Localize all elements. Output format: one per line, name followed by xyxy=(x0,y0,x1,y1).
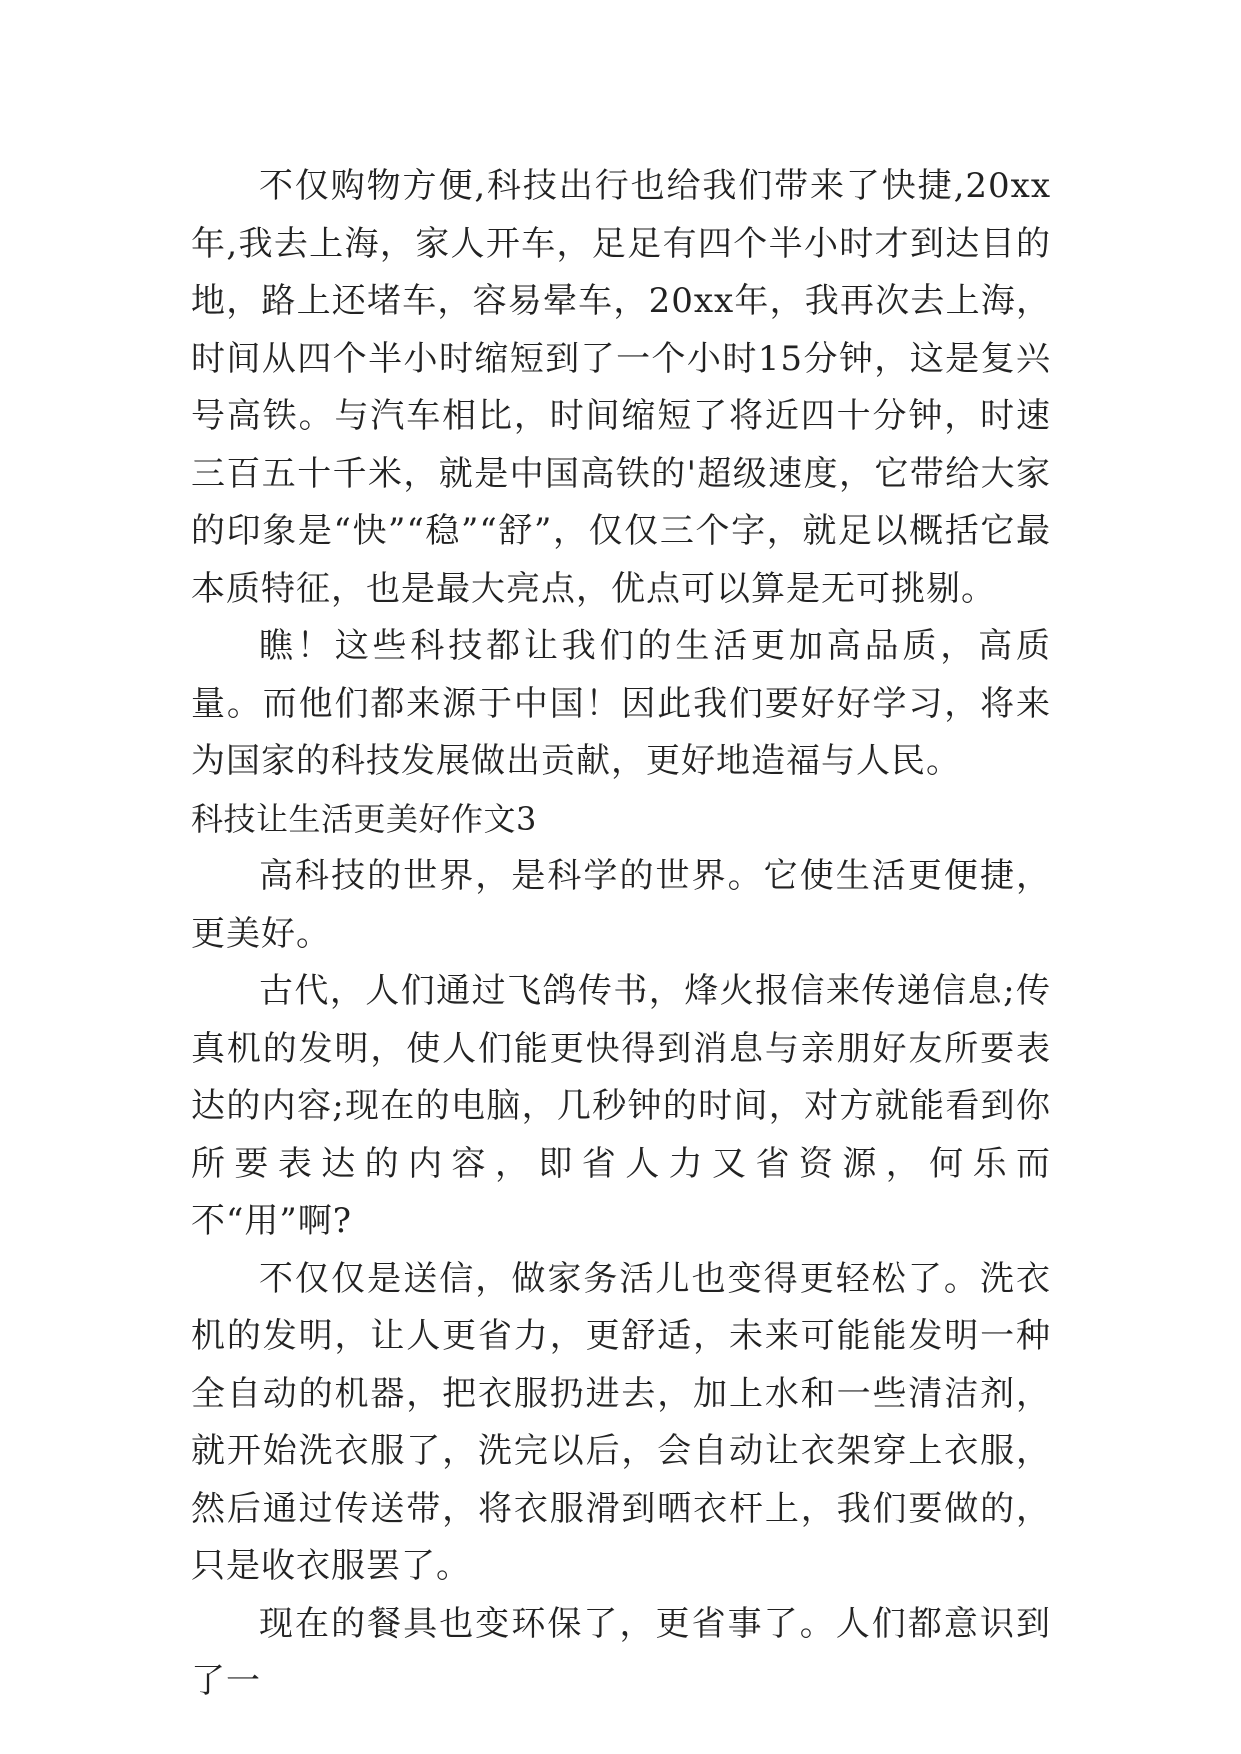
paragraph-communication: 古代，人们通过飞鸽传书，烽火报信来传递信息;传真机的发明，使人们能更快得到消息与亲朋好友所要表达的内容;现在的电脑，几秒钟的时间，对方就能看到你所要表达的内容，即省人力又省资源，何乐而不“用”啊? xyxy=(191,971,1051,1241)
paragraph-tableware: 现在的餐具也变环保了，更省事了。人们都意识到了一 xyxy=(191,1603,1051,1701)
paragraph-conclusion: 瞧！这些科技都让我们的生活更加高品质，高质量。而他们都来源于中国！因此我们要好好学习，将来为国家的科技发展做出贡献，更好地造福与人民。 xyxy=(191,626,1051,781)
document-body xyxy=(191,158,1051,1711)
section-heading: 科技让生活更美好作文3 xyxy=(191,799,537,838)
paragraph-housework: 不仅仅是送信，做家务活儿也变得更轻松了。洗衣机的发明，让人更省力，更舒适，未来可能能发明一种全自动的机器，把衣服扔进去，加上水和一些清洁剂，就开始洗衣服了，洗完以后，会自动让衣架穿上衣服，然后通过传送带，将衣服滑到晒衣杆上，我们要做的，只是收衣服罢了。 xyxy=(191,1258,1051,1586)
paragraph-intro: 高科技的世界，是科学的世界。它使生活更便捷，更美好。 xyxy=(191,856,1051,954)
paragraph-travel: 不仅购物方便,科技出行也给我们带来了快捷,20xx年,我去上海，家人开车，足足有四个半小时才到达目的地，路上还堵车，容易晕车，20xx年，我再次去上海，时间从四个半小时缩短到了一个小时15分钟，这是复兴号高铁。与汽车相比，时间缩短了将近四十分钟，时速三百五十千米，就是中国高铁的'超级速度，它带给大家的印象是“快”“稳”“舒”，仅仅三个字，就足以概括它最本质特征，也是最大亮点，优点可以算是无可挑剔。 xyxy=(191,166,1051,609)
